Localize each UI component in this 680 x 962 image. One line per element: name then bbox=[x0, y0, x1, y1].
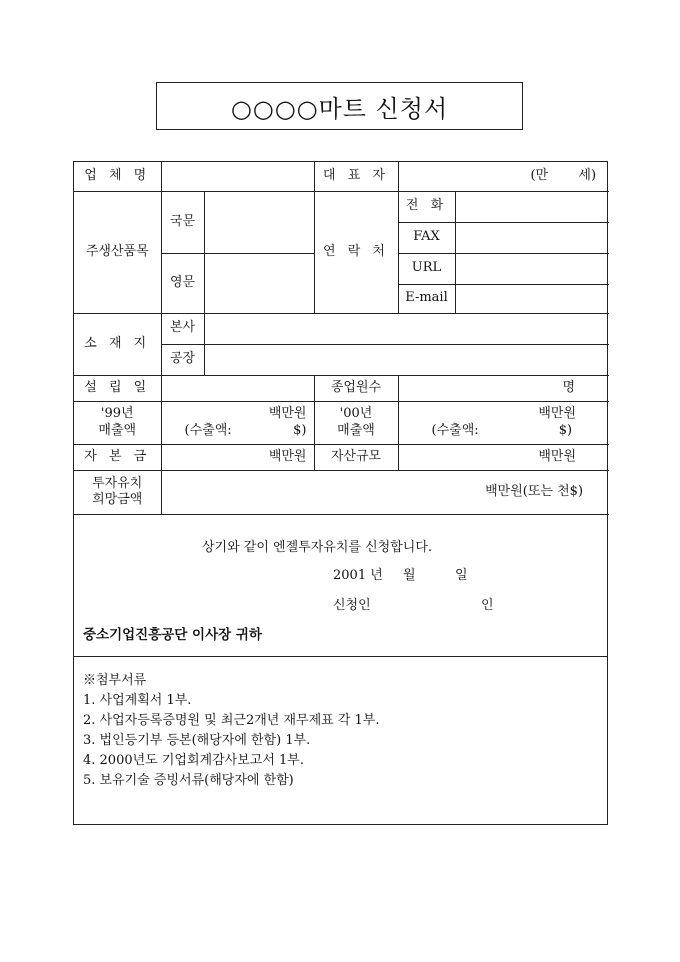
main-products-label: 주생산품목 bbox=[74, 191, 161, 313]
attachment-item: 3. 법인등기부 등본(해당자에 한함) 1부. bbox=[83, 732, 311, 748]
phone-value[interactable] bbox=[455, 191, 609, 222]
asset-value[interactable] bbox=[398, 444, 609, 470]
english-product-value[interactable] bbox=[204, 253, 314, 313]
date-day: 일 bbox=[455, 567, 468, 583]
application-statement bbox=[74, 515, 607, 657]
capital-unit: 백만원 bbox=[268, 448, 307, 464]
investment-unit: 백만원(또는 천$) bbox=[485, 483, 584, 499]
fax-value[interactable] bbox=[455, 222, 609, 253]
headquarters-label: 본사 bbox=[161, 313, 204, 344]
english-label: 영문 bbox=[161, 253, 204, 313]
addressee: 중소기업진흥공단 이사장 귀하 bbox=[83, 626, 262, 643]
employees-label: 종업원수 bbox=[314, 375, 398, 401]
representative-value[interactable] bbox=[398, 162, 609, 191]
established-label: 설 립 일 bbox=[74, 375, 161, 401]
sales99-year: '99년 bbox=[100, 406, 134, 422]
seal-label: 인 bbox=[481, 597, 494, 613]
fax-label: FAX bbox=[398, 222, 455, 253]
application-date bbox=[333, 564, 468, 583]
headquarters-value[interactable] bbox=[204, 313, 609, 344]
korean-label: 국문 bbox=[161, 191, 204, 253]
sales99-export-close: $) bbox=[293, 422, 307, 438]
established-value[interactable] bbox=[161, 375, 314, 401]
phone-label: 전 화 bbox=[398, 191, 455, 222]
date-month: 월 bbox=[403, 567, 416, 583]
investment-label-cell bbox=[74, 470, 161, 514]
employees-value[interactable] bbox=[398, 375, 609, 401]
age-close: 세) bbox=[578, 168, 597, 184]
sales00-export-open: (수출액: bbox=[431, 422, 479, 438]
url-value[interactable] bbox=[455, 253, 609, 284]
email-label: E-mail bbox=[398, 284, 455, 313]
application-table bbox=[74, 162, 609, 515]
sales99-export-open: (수출액: bbox=[184, 422, 232, 438]
attachment-item: 2. 사업자등록증명원 및 최근2개년 재무제표 각 1부. bbox=[83, 712, 380, 728]
korean-product-value[interactable] bbox=[204, 191, 314, 253]
asset-label: 자산규모 bbox=[314, 444, 398, 470]
age-open: (만 bbox=[530, 168, 549, 184]
application-form bbox=[73, 161, 608, 825]
factory-value[interactable] bbox=[204, 344, 609, 375]
email-value[interactable] bbox=[455, 284, 609, 313]
capital-value[interactable] bbox=[161, 444, 314, 470]
sales00-label-cell bbox=[314, 401, 398, 444]
sales99-label: 매출액 bbox=[98, 422, 137, 438]
attachment-item: 1. 사업계획서 1부. bbox=[83, 692, 192, 708]
location-label: 소 재 지 bbox=[74, 313, 161, 375]
company-name-label: 업 체 명 bbox=[74, 162, 161, 191]
sales00-unit: 백만원 bbox=[538, 406, 577, 422]
sales00-export-close: $) bbox=[558, 422, 573, 438]
statement-text: 상기와 같이 엔젤투자유치를 신청합니다. bbox=[202, 539, 433, 555]
investment-label-2: 희망금액 bbox=[92, 492, 143, 507]
capital-label: 자 본 금 bbox=[74, 444, 161, 470]
company-name-value[interactable] bbox=[161, 162, 314, 191]
sales00-year: '00년 bbox=[339, 406, 373, 422]
investment-value[interactable] bbox=[161, 470, 609, 514]
attachments-heading: ※첨부서류 bbox=[83, 672, 147, 688]
url-label: URL bbox=[398, 253, 455, 284]
factory-label: 공장 bbox=[161, 344, 204, 375]
applicant-line bbox=[333, 594, 493, 613]
sales00-label: 매출액 bbox=[337, 422, 375, 438]
sales99-unit: 백만원 bbox=[268, 406, 307, 422]
representative-label: 대 표 자 bbox=[314, 162, 398, 191]
sales00-value[interactable] bbox=[398, 401, 609, 444]
sales99-value[interactable] bbox=[161, 401, 314, 444]
sales99-label-cell bbox=[74, 401, 161, 444]
contact-label: 연 락 처 bbox=[314, 191, 398, 313]
persons-unit: 명 bbox=[562, 379, 576, 395]
date-year: 2001 년 bbox=[333, 567, 383, 583]
investment-label-1: 투자유치 bbox=[92, 475, 143, 491]
form-title: ○○○○마트 신청서 bbox=[156, 82, 523, 130]
attachments-section bbox=[74, 657, 607, 791]
applicant-label: 신청인 bbox=[333, 597, 371, 613]
asset-unit: 백만원 bbox=[538, 448, 577, 464]
attachment-item: 4. 2000년도 기업회계감사보고서 1부. bbox=[83, 752, 304, 768]
attachment-item: 5. 보유기술 증빙서류(해당자에 한함) bbox=[83, 772, 294, 788]
